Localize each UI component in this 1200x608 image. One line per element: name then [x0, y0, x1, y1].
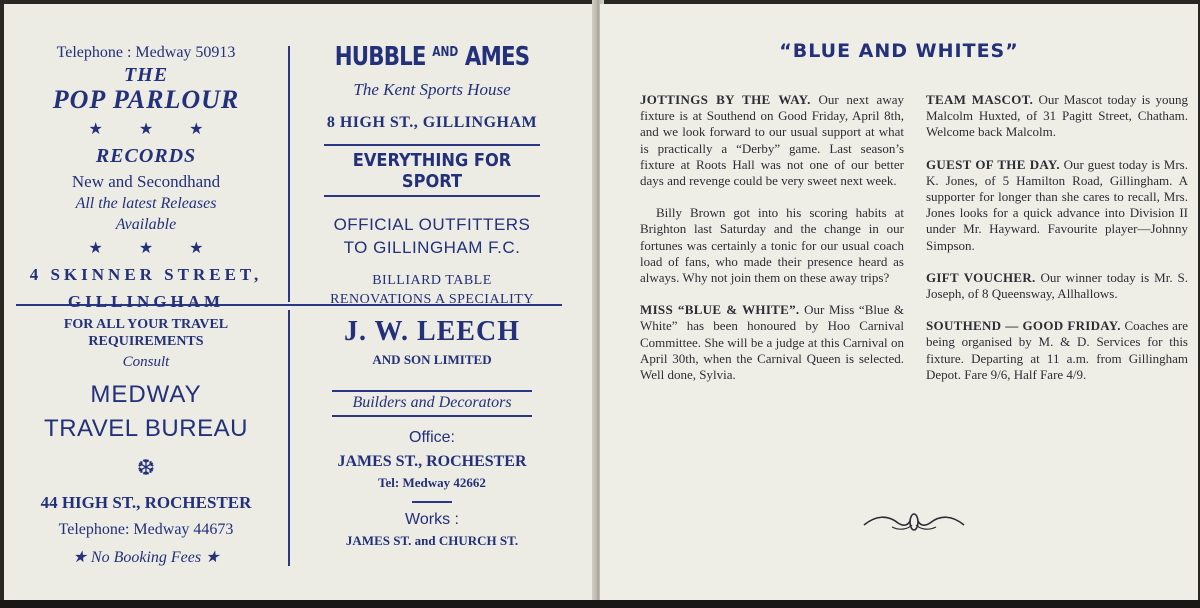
travel-requirements-line2: REQUIREMENTS — [88, 334, 204, 349]
records-condition: New and Secondhand — [71, 172, 221, 191]
leech-telephone: Tel: Medway 42662 — [378, 475, 486, 490]
miss-blue-white-text: Our Miss “Blue & White” has been honoured by Hoo Carnival Committee. She will be a judge at this Carnival on April 30th, when the Carnival Queen is selected. Well done, Sylvia. — [640, 302, 904, 383]
miss-blue-white-heading: MISS “BLUE & WHITE”. — [640, 302, 800, 318]
travel-bureau-telephone: Telephone: Medway 44673 — [58, 521, 234, 538]
column-divider-top — [288, 46, 290, 302]
short-divider — [412, 501, 452, 503]
records-heading: RECORDS — [95, 145, 197, 167]
team-mascot-paragraph — [926, 92, 1188, 141]
snowflake-ornament-icon: ❆ — [136, 455, 156, 480]
guest-of-day-heading: GUEST OF THE DAY. — [926, 156, 1060, 172]
hubble-ames-address: 8 HIGH ST., GILLINGHAM — [326, 114, 538, 131]
notes-column-left — [640, 92, 904, 399]
gift-voucher-heading: GIFT VOUCHER. — [926, 269, 1036, 285]
page-title: “BLUE AND WHITES” — [779, 40, 1019, 62]
builders-decorators-banner: Builders and Decorators — [332, 390, 532, 417]
jottings-paragraph — [640, 92, 904, 189]
office-label: Office: — [409, 429, 455, 446]
jottings-text: Our next away fixture is at Southend on Good Friday, April 8th, and we look forward to our usual support at what is practically a “Derby” game. Last season’s fixture at Roots Hall was not one of our better days and revenge could be very sweet next week. — [640, 92, 904, 189]
pop-parlour-advert — [8, 42, 284, 312]
southend-text: Coaches are being organised by M. & D. Services for this fixture. Departing at 11 a.m. from Gillingham Depot. Fare 9/6, Half Fare 4/9. — [926, 318, 1188, 382]
southend-paragraph — [926, 318, 1188, 383]
travel-bureau-name-line1: MEDWAY — [90, 381, 202, 408]
star-ornament: ★ ★ ★ — [88, 121, 220, 138]
pop-parlour-name: POP PARLOUR — [52, 85, 240, 114]
team-mascot-text: Our Mascot today is young Malcolm Huxted, of 31 Pagitt Street, Chatham. Welcome back Malcolm. — [926, 92, 1188, 140]
bottom-edge — [0, 600, 1200, 608]
official-outfitters-line2: TO GILLINGHAM F.C. — [343, 238, 521, 257]
travel-bureau-advert — [8, 312, 284, 567]
pop-parlour-address-line1: 4 SKINNER STREET, — [29, 265, 263, 284]
travel-requirements-line1: FOR ALL YOUR TRAVEL — [63, 317, 229, 332]
works-label: Works : — [405, 511, 459, 528]
pop-parlour-telephone: Telephone : Medway 50913 — [56, 44, 236, 61]
no-booking-fees: ★ No Booking Fees ★ — [72, 549, 220, 566]
jottings-heading: JOTTINGS BY THE WAY. — [640, 92, 811, 107]
guest-of-day-text: Our guest today is Mrs. K. Jones, of 5 Hamilton Road, Gillingham. A supporter for longer than she cares to recall, Mrs. Jones looks for a quick advance into Division II under Mr. Hayward. Favourite player—Johnny Simpson. — [926, 156, 1188, 253]
leech-and-son: AND SON LIMITED — [372, 352, 492, 367]
billiard-line1: BILLIARD TABLE — [372, 273, 492, 288]
miss-blue-white-paragraph — [640, 302, 904, 383]
pop-parlour-the: THE — [123, 64, 169, 86]
and-word: AND — [432, 45, 459, 60]
guest-of-day-paragraph — [926, 157, 1188, 254]
flourish-ornament-icon — [862, 511, 966, 533]
official-outfitters-line1: OFFICIAL OUTFITTERS — [333, 215, 531, 234]
pop-parlour-address-line2: GILLINGHAM — [67, 292, 225, 311]
latest-releases-line2: Available — [115, 216, 177, 233]
ames-word: AMES — [464, 42, 530, 72]
hubble-word: HUBBLE — [334, 42, 426, 72]
travel-bureau-address: 44 HIGH ST., ROCHESTER — [40, 493, 252, 512]
office-address: JAMES ST., ROCHESTER — [337, 453, 527, 470]
column-divider-bottom — [288, 310, 290, 566]
leech-advert — [298, 312, 566, 549]
everything-for-sport-banner: EVERYTHING FOR SPORT — [324, 144, 540, 197]
billiard-line2: RENOVATIONS A SPECIALITY — [330, 292, 534, 307]
gift-voucher-paragraph — [926, 270, 1188, 302]
southend-heading: SOUTHEND — GOOD FRIDAY. — [926, 318, 1121, 334]
gift-voucher-text: Our winner today is Mr. S. Joseph, of 8 Queensway, Allhallows. — [926, 269, 1188, 302]
latest-releases-line1: All the latest Releases — [75, 195, 217, 212]
left-page-adverts — [4, 4, 596, 602]
billy-brown-paragraph: Billy Brown got into his scoring habits at Brighton last Saturday and the change in our fortunes was certainly a tonic for our usual coach load of fans, who made their presence heard as always. Why not join them on these away trips? — [640, 205, 904, 286]
works-address: JAMES ST. and CHURCH ST. — [345, 533, 519, 548]
travel-bureau-name-line2: TRAVEL BUREAU — [44, 415, 248, 442]
leech-name: J. W. LEECH — [344, 316, 520, 347]
team-mascot-heading: TEAM MASCOT. — [926, 92, 1034, 107]
hubble-ames-name — [322, 42, 542, 72]
consult-label: Consult — [122, 354, 170, 370]
star-ornament-2: ★ ★ ★ — [88, 240, 220, 257]
hubble-ames-advert — [298, 42, 566, 309]
kent-sports-tagline: The Kent Sports House — [353, 80, 511, 99]
notes-column-right — [926, 92, 1188, 399]
right-page-notes — [600, 4, 1198, 602]
